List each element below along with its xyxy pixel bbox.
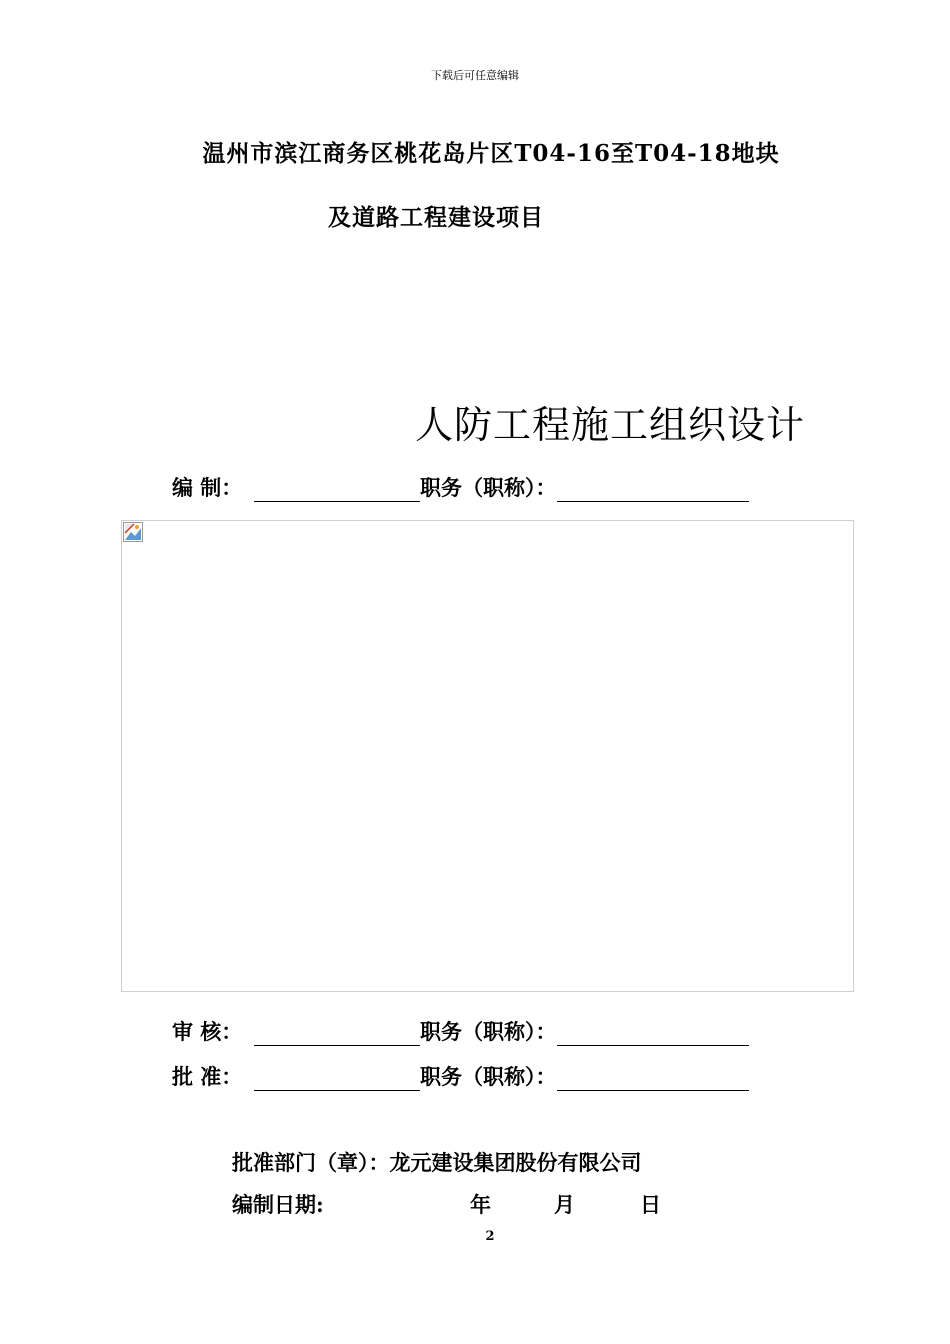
position-label: 职务（职称）：: [420, 475, 557, 500]
date-day: 日: [640, 1192, 661, 1217]
signature-row-approver: [172, 1061, 749, 1091]
signature-name-line: [254, 1066, 420, 1091]
broken-image-icon: [123, 522, 143, 542]
approval-department: 批准部门（章）：龙元建设集团股份有限公司: [232, 1150, 642, 1175]
signature-row-reviewer: [172, 1016, 749, 1046]
document-title: 人防工程施工组织设计: [415, 403, 806, 447]
position-label: 职务（职称）：: [420, 1019, 557, 1044]
date-year: 年: [470, 1192, 491, 1217]
signature-label: 批 准：: [172, 1064, 243, 1089]
page-number: 2: [485, 1229, 495, 1244]
position-line: [557, 1021, 749, 1046]
signature-label: 审 核：: [172, 1019, 243, 1044]
header-note: 下载后可任意编辑: [431, 69, 519, 82]
project-title-line1: 温州市滨江商务区桃花岛片区T04-16至T04-18地块: [202, 140, 780, 167]
signature-name-line: [254, 477, 420, 502]
position-label: 职务（职称）：: [420, 1064, 557, 1089]
signature-name-line: [254, 1021, 420, 1046]
date-month: 月: [554, 1192, 575, 1217]
embedded-image-placeholder: [121, 520, 854, 992]
signature-label: 编 制：: [172, 475, 243, 500]
position-line: [557, 1066, 749, 1091]
project-title-line2: 及道路工程建设项目: [328, 204, 544, 231]
signature-row-compiler: [172, 472, 749, 502]
position-line: [557, 477, 749, 502]
date-label: 编制日期:: [232, 1192, 324, 1217]
